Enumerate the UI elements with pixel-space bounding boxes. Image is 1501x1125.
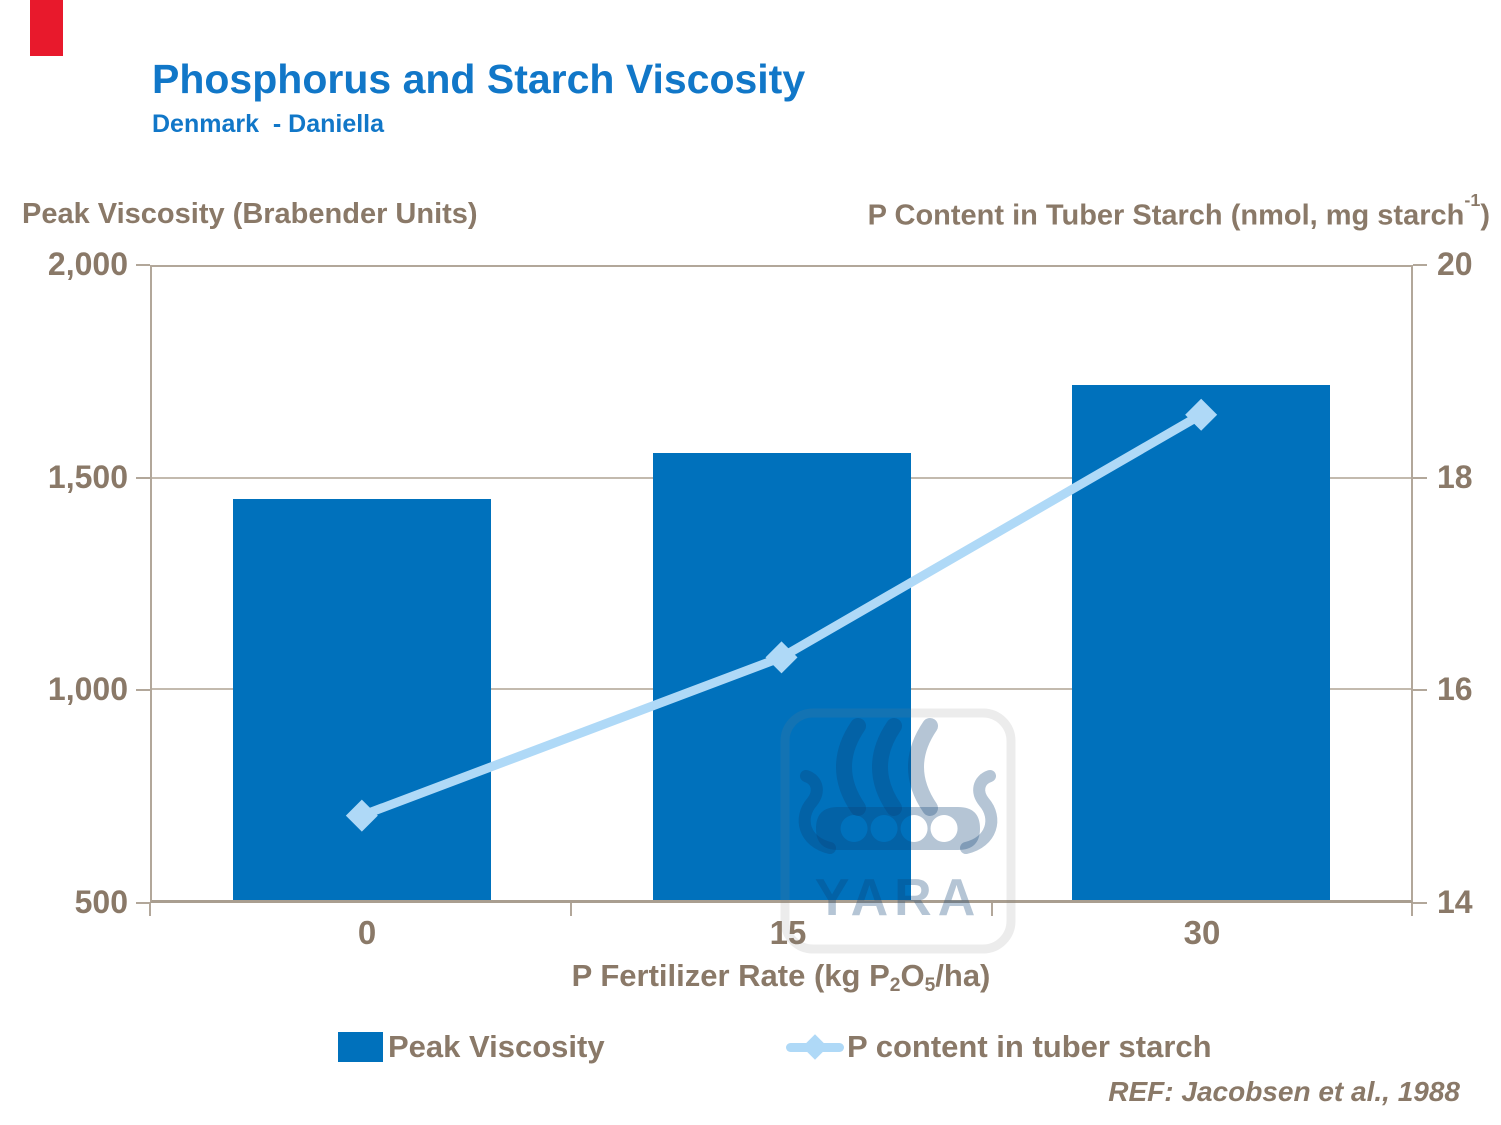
- left-tickmark: [136, 477, 150, 479]
- page-title: Phosphorus and Starch Viscosity: [152, 56, 806, 102]
- legend-item-p-content: [786, 1027, 1212, 1067]
- bottom-tickmark: [570, 903, 572, 916]
- right-axis-tick-14: 14: [1437, 883, 1473, 920]
- diamond-marker-icon: [802, 1034, 827, 1059]
- right-tickmark: [1413, 902, 1427, 904]
- legend-item-peak-viscosity: [338, 1027, 605, 1067]
- x-axis-tick-30: 30: [1183, 914, 1221, 951]
- left-axis-title: Peak Viscosity (Brabender Units): [22, 198, 478, 230]
- x-axis-tick-0: 0: [357, 914, 377, 951]
- reference-citation: REF: Jacobsen et al., 1988: [1108, 1076, 1460, 1107]
- bar-peak-viscosity-x15: [653, 453, 911, 900]
- left-axis-tick-500: 500: [74, 883, 128, 920]
- right-axis-title: [600, 189, 1490, 233]
- right-axis-title-superscript: -1: [1464, 189, 1481, 210]
- bar-peak-viscosity-x30: [1072, 385, 1330, 900]
- plot-area: [150, 265, 1413, 927]
- right-axis-tick-20: 20: [1437, 245, 1473, 282]
- line-series-swatch-icon: [786, 1032, 844, 1062]
- bottom-tickmark: [991, 903, 993, 916]
- legend-label: P content in tuber starch: [847, 1029, 1212, 1064]
- x-axis-title-pre: P Fertilizer Rate (kg P: [571, 958, 890, 993]
- bar-peak-viscosity-x0: [233, 499, 491, 900]
- right-axis-title-end: ): [1480, 199, 1490, 232]
- watermark-wordmark: YARA: [814, 869, 982, 927]
- left-tickmark: [136, 264, 150, 266]
- right-tickmark: [1413, 264, 1427, 266]
- x-axis-title: [571, 958, 991, 997]
- left-axis-tick-2000: 2,000: [47, 245, 128, 282]
- left-tickmark: [136, 689, 150, 691]
- brand-accent-bar: [30, 0, 63, 56]
- right-axis-title-main: P Content in Tuber Starch (nmol, mg starch: [867, 199, 1465, 232]
- x-axis-tick-15: 15: [769, 914, 807, 951]
- right-tickmark: [1413, 689, 1427, 691]
- left-axis-tick-1000: 1,000: [47, 670, 128, 707]
- x-axis-title-sub2: 2: [889, 975, 901, 997]
- bar-series-swatch-icon: [338, 1032, 383, 1062]
- left-axis-tick-1500: 1,500: [47, 458, 128, 495]
- x-axis-title-post: /ha): [935, 958, 991, 993]
- bottom-tickmark: [149, 903, 151, 916]
- right-axis-tick-16: 16: [1437, 670, 1473, 707]
- left-tickmark: [136, 902, 150, 904]
- right-tickmark: [1413, 477, 1427, 479]
- right-axis-tick-18: 18: [1437, 458, 1473, 495]
- x-axis-title-mid: O: [900, 958, 925, 993]
- legend-label: Peak Viscosity: [388, 1029, 605, 1064]
- page-subtitle: Denmark - Daniella: [152, 110, 385, 138]
- x-axis-title-sub5: 5: [924, 975, 936, 997]
- bottom-tickmark: [1411, 903, 1413, 916]
